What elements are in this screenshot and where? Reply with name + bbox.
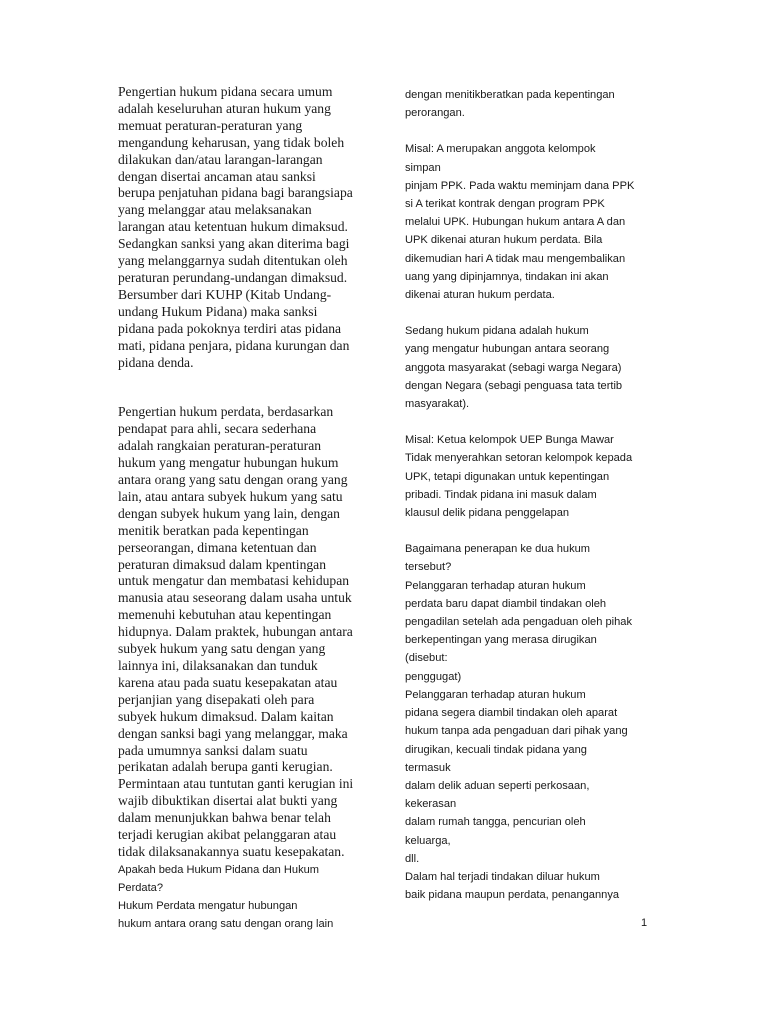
text-line: Pengertian hukum pidana secara umum — [118, 84, 333, 99]
text-line: keluarga, — [405, 834, 451, 847]
text-line: dll. — [405, 852, 420, 865]
paragraph-gap — [405, 522, 655, 540]
paragraph-gap — [405, 122, 655, 140]
text-line: dengan disertai ancaman atau sanksi — [118, 168, 316, 184]
text-line: dalam menunjukkan bahwa benar telah — [118, 810, 331, 826]
text-line: Misal: Ketua kelompok UEP Bunga Mawar — [405, 434, 614, 447]
text-line: yang melanggar atau melaksanakan — [118, 202, 312, 218]
text-line: antara orang yang satu dengan orang yang — [118, 472, 348, 488]
text-line: Permintaan atau tuntutan ganti kerugian ini — [118, 776, 354, 792]
text-line: UPK, tetapi digunakan untuk kepentingan — [405, 470, 610, 483]
text-line: Hukum Perdata mengatur hubungan — [118, 900, 298, 913]
text-line: pidana denda. — [118, 354, 194, 370]
text-line: dirugikan, kecuali tindak pidana yang — [405, 743, 587, 756]
text-line: si A terikat kontrak dengan program PPK — [405, 198, 605, 211]
text-line: peraturan dimaksud dalam kpentingan — [118, 556, 326, 572]
text-line: anggota masyarakat (sebagi warga Negara) — [405, 361, 622, 374]
paragraph-hukum-pidana-definition — [405, 322, 655, 413]
text-line: melalui UPK. Hubungan hukum antara A dan — [405, 216, 626, 229]
text-line: memenuhi kebutuhan atau kepentingan — [118, 607, 332, 623]
text-line: pinjam PPK. Pada waktu meminjam dana PPK — [405, 179, 635, 192]
right-column — [405, 86, 655, 904]
text-line: dengan Negara (sebagi penguasa tata tertib — [405, 379, 623, 392]
text-line: Pengertian hukum perdata, berdasarkan — [118, 404, 334, 420]
text-line: penggugat) — [405, 670, 462, 683]
text-line: pada umumnya sanksi dalam suatu — [118, 742, 308, 758]
text-line: karena atau pada suatu kesepakatan atau — [118, 674, 338, 690]
text-line: Sedangkan sanksi yang akan diterima bagi — [118, 236, 350, 252]
text-line: larangan atau ketentuan hukum dimaksud. — [118, 219, 348, 235]
text-line: Bagaimana penerapan ke dua hukum — [405, 543, 591, 556]
text-line: tidak dilaksanakannya suatu kesepakatan. — [118, 843, 345, 859]
text-line: Sedang hukum pidana adalah hukum — [405, 325, 589, 338]
paragraph-example-pidana — [405, 431, 655, 522]
text-line: dengan subyek hukum yang lain, dengan — [118, 505, 340, 521]
text-line: hukum yang mengatur hubungan hukum — [118, 455, 339, 471]
question-and-answer — [118, 861, 372, 934]
paragraph-gap — [405, 304, 655, 322]
text-line: Tidak menyerahkan setoran kelompok kepada — [405, 452, 633, 465]
text-line: terjadi kerugian akibat pelanggaran atau — [118, 827, 337, 843]
text-line: perjanjian yang disepakati oleh para — [118, 691, 315, 707]
text-line: undang Hukum Pidana) maka sanksi — [118, 303, 318, 319]
text-line: berupa penjatuhan pidana bagi barangsiapa — [118, 185, 353, 201]
text-line: (disebut: — [405, 652, 448, 665]
text-line: lain, atau antara subyek hukum yang satu — [118, 488, 343, 504]
text-line: Apakah beda Hukum Pidana dan Hukum — [118, 863, 320, 876]
text-line: pengadilan setelah ada pengaduan oleh pihak — [405, 616, 633, 629]
text-line: untuk mengatur dan membatasi kehidupan — [118, 573, 350, 589]
paragraph-penerapan — [405, 540, 655, 904]
text-line: dilakukan dan/atau larangan-larangan — [118, 151, 323, 167]
text-line: baik pidana maupun perdata, penangannya — [405, 889, 620, 902]
text-line: lainnya ini, dilaksanakan dan tunduk — [118, 658, 318, 673]
paragraph-continuation — [405, 86, 655, 122]
text-line: dengan menitikberatkan pada kepentingan — [405, 89, 615, 101]
text-line: berkepentingan yang merasa dirugikan — [405, 634, 597, 647]
text-line: Pelanggaran terhadap aturan hukum — [405, 579, 586, 592]
text-line: Perdata? — [118, 882, 164, 895]
text-line: subyek hukum yang satu dengan yang — [118, 641, 326, 657]
text-line: dikenai aturan hukum perdata. — [405, 289, 555, 302]
text-line: menitik beratkan pada kepentingan — [118, 522, 309, 538]
text-line: subyek hukum dimaksud. Dalam kaitan — [118, 708, 334, 724]
text-line: kekerasan — [405, 798, 457, 811]
text-line: dengan sanksi bagi yang melanggar, maka — [118, 725, 348, 741]
text-line: uang yang dipinjamnya, tindakan ini akan — [405, 270, 609, 283]
text-line: simpan — [405, 161, 441, 174]
text-line: wajib dibuktikan disertai alat bukti yang — [118, 793, 338, 809]
text-line: dikemudian hari A tidak mau mengembalikan — [405, 252, 626, 265]
text-line: yang mengatur hubungan antara seorang — [405, 343, 610, 356]
text-line: hidupnya. Dalam praktek, hubungan antara — [118, 624, 353, 640]
text-line: memuat peraturan-peraturan yang — [118, 117, 303, 133]
text-line: hukum tanpa ada pengaduan dari pihak yang — [405, 725, 628, 738]
paragraph-example-perdata — [405, 140, 655, 304]
text-line: termasuk — [405, 761, 451, 774]
text-line: tersebut? — [405, 561, 452, 574]
text-line: UPK dikenai aturan hukum perdata. Bila — [405, 234, 603, 247]
text-line: yang melanggarnya sudah ditentukan oleh — [118, 253, 348, 269]
text-line: perdata baru dapat diambil tindakan oleh — [405, 597, 607, 610]
paragraph-hukum-pidana — [118, 84, 372, 371]
text-line: adalah keseluruhan aturan hukum yang — [118, 100, 331, 116]
text-line: perikatan adalah berupa ganti kerugian. — [118, 759, 333, 775]
page-number: 1 — [641, 917, 648, 929]
text-line: Misal: A merupakan anggota kelompok — [405, 143, 596, 156]
paragraph-hukum-perdata — [118, 404, 372, 860]
paragraph-gap — [405, 413, 655, 431]
text-line: masyarakat). — [405, 398, 470, 411]
text-line: manusia atau seseorang dalam usaha untuk — [118, 590, 352, 606]
text-line: perorangan. — [405, 107, 465, 120]
text-line: klausul delik pidana penggelapan — [405, 507, 570, 520]
text-line: Bersumber dari KUHP (Kitab Undang- — [118, 286, 332, 302]
paragraph-gap — [118, 371, 372, 404]
text-line: pidana segera diambil tindakan oleh aparat — [405, 707, 618, 720]
text-line: perseorangan, dimana ketentuan dan — [118, 539, 317, 555]
text-line: pendapat para ahli, secara sederhana — [118, 421, 317, 437]
text-line: mati, pidana penjara, pidana kurungan dan — [118, 337, 350, 353]
text-line: peraturan perundang-undangan dimaksud. — [118, 269, 348, 285]
text-line: mengandung keharusan, yang tidak boleh — [118, 134, 345, 150]
text-line: dalam delik aduan seperti perkosaan, — [405, 779, 590, 792]
text-line: adalah rangkaian peraturan-peraturan — [118, 438, 322, 454]
text-line: hukum antara orang satu dengan orang lain — [118, 918, 334, 931]
text-line: Pelanggaran terhadap aturan hukum — [405, 688, 586, 701]
text-line: pidana pada pokoknya terdiri atas pidana — [118, 320, 342, 336]
text-line: pribadi. Tindak pidana ini masuk dalam — [405, 488, 597, 501]
text-line: dalam rumah tangga, pencurian oleh — [405, 816, 586, 829]
left-column — [118, 84, 372, 934]
text-line: Dalam hal terjadi tindakan diluar hukum — [405, 870, 600, 883]
